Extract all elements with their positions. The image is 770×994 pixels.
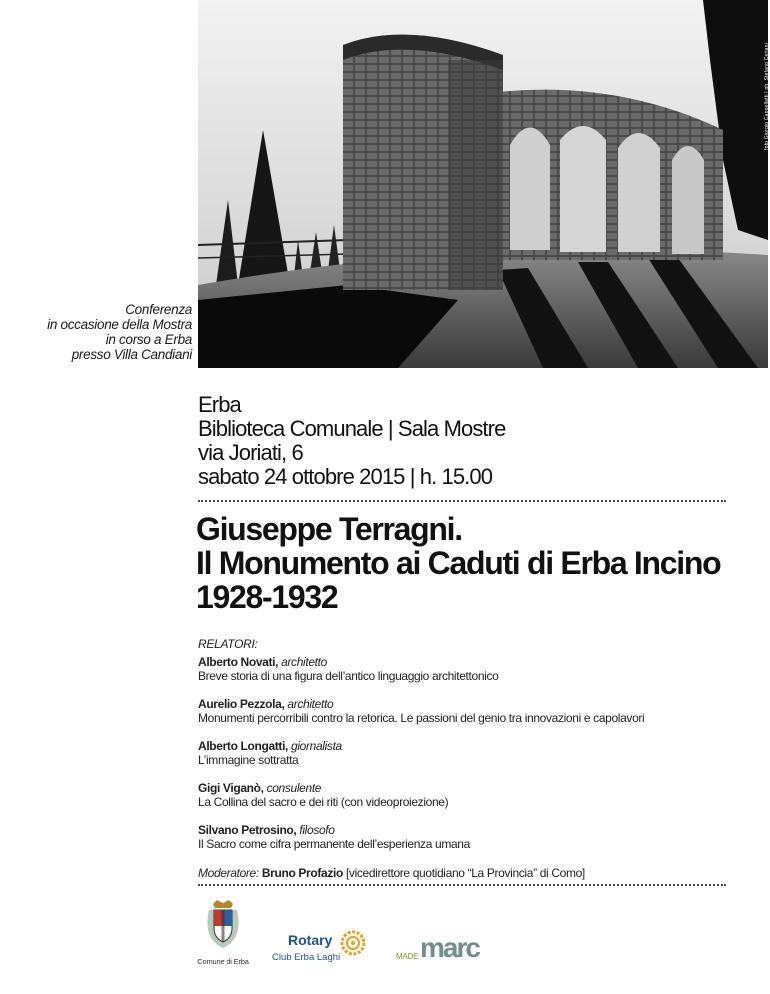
- speaker-item: [198, 781, 728, 809]
- moderator-name: Bruno Profazio: [261, 866, 343, 880]
- speaker-role: architetto: [281, 655, 327, 669]
- speaker-item: [198, 655, 728, 683]
- photo-credit: foto Giorgio Cappelletti | ph. Stefano Ceriani: [764, 43, 770, 150]
- speaker-role: filosofo: [299, 823, 335, 837]
- event-title: [196, 512, 736, 614]
- moderator-note: [vicedirettore quotidiano “La Provincia” di Como]: [345, 866, 585, 880]
- erba-caption: Comune di Erba: [197, 957, 249, 966]
- moderator-line: [198, 866, 585, 880]
- title-line: 1928-1932: [196, 579, 338, 615]
- title-line: Giuseppe Terragni.: [196, 511, 462, 547]
- venue-block: [198, 393, 728, 489]
- speaker-item: [198, 739, 728, 767]
- intro-line: presso Villa Candiani: [71, 347, 192, 362]
- intro-line: in occasione della Mostra: [47, 317, 192, 332]
- venue-address: via Joriati, 6: [198, 440, 303, 465]
- speaker-role: giornalista: [291, 739, 342, 753]
- speaker-role: consulente: [266, 781, 322, 795]
- speaker-talk: La Collina del sacro e dei riti (con videoproiezione): [198, 795, 449, 809]
- marc-prefix: MADE: [396, 952, 419, 961]
- speaker-item: [198, 823, 728, 851]
- speaker-name: Silvano Petrosino,: [198, 823, 297, 837]
- speaker-role: architetto: [287, 697, 334, 711]
- speaker-name: Alberto Novati,: [198, 655, 279, 669]
- speaker-name: Alberto Longatti,: [198, 739, 289, 753]
- comune-di-erba-logo: [194, 900, 252, 966]
- monument-photo-graphic: [198, 0, 768, 368]
- speaker-item: [198, 697, 728, 725]
- speaker-name: Gigi Viganò,: [198, 781, 264, 795]
- speaker-talk: Il Sacro come cifra permanente dell’esperienza umana: [198, 837, 470, 851]
- rotary-club: Club Erba Laghi: [272, 952, 341, 963]
- made-in-marc-logo: [392, 930, 482, 964]
- speaker-talk: Monumenti percorribili contro la retorica. Le passioni del genio tra innovazioni e capolavori: [198, 711, 645, 725]
- rotary-name: Rotary: [288, 932, 333, 948]
- venue-city: Erba: [198, 392, 241, 417]
- venue-datetime: sabato 24 ottobre 2015 | h. 15.00: [198, 464, 493, 489]
- monument-photo: [198, 0, 768, 368]
- title-line: Il Monumento ai Caduti di Erba Incino: [196, 545, 721, 581]
- venue-place: Biblioteca Comunale | Sala Mostre: [198, 416, 506, 441]
- moderator-label: Moderatore:: [198, 866, 259, 880]
- speakers-label: RELATORI:: [198, 637, 258, 651]
- intro-line: Conferenza: [125, 302, 192, 317]
- speaker-talk: Breve storia di una figura dell’antico linguaggio architettonico: [198, 669, 499, 683]
- speaker-name: Aurelio Pezzola,: [198, 697, 285, 711]
- rotary-wheel-icon: [340, 930, 366, 956]
- divider: [198, 500, 726, 502]
- marc-word: marc: [420, 932, 479, 963]
- divider: [198, 884, 726, 886]
- intro-line: in corso a Erba: [105, 332, 192, 347]
- coat-of-arms-icon: [203, 900, 243, 952]
- conference-intro: [0, 302, 192, 362]
- speaker-talk: L’immagine sottratta: [198, 753, 299, 767]
